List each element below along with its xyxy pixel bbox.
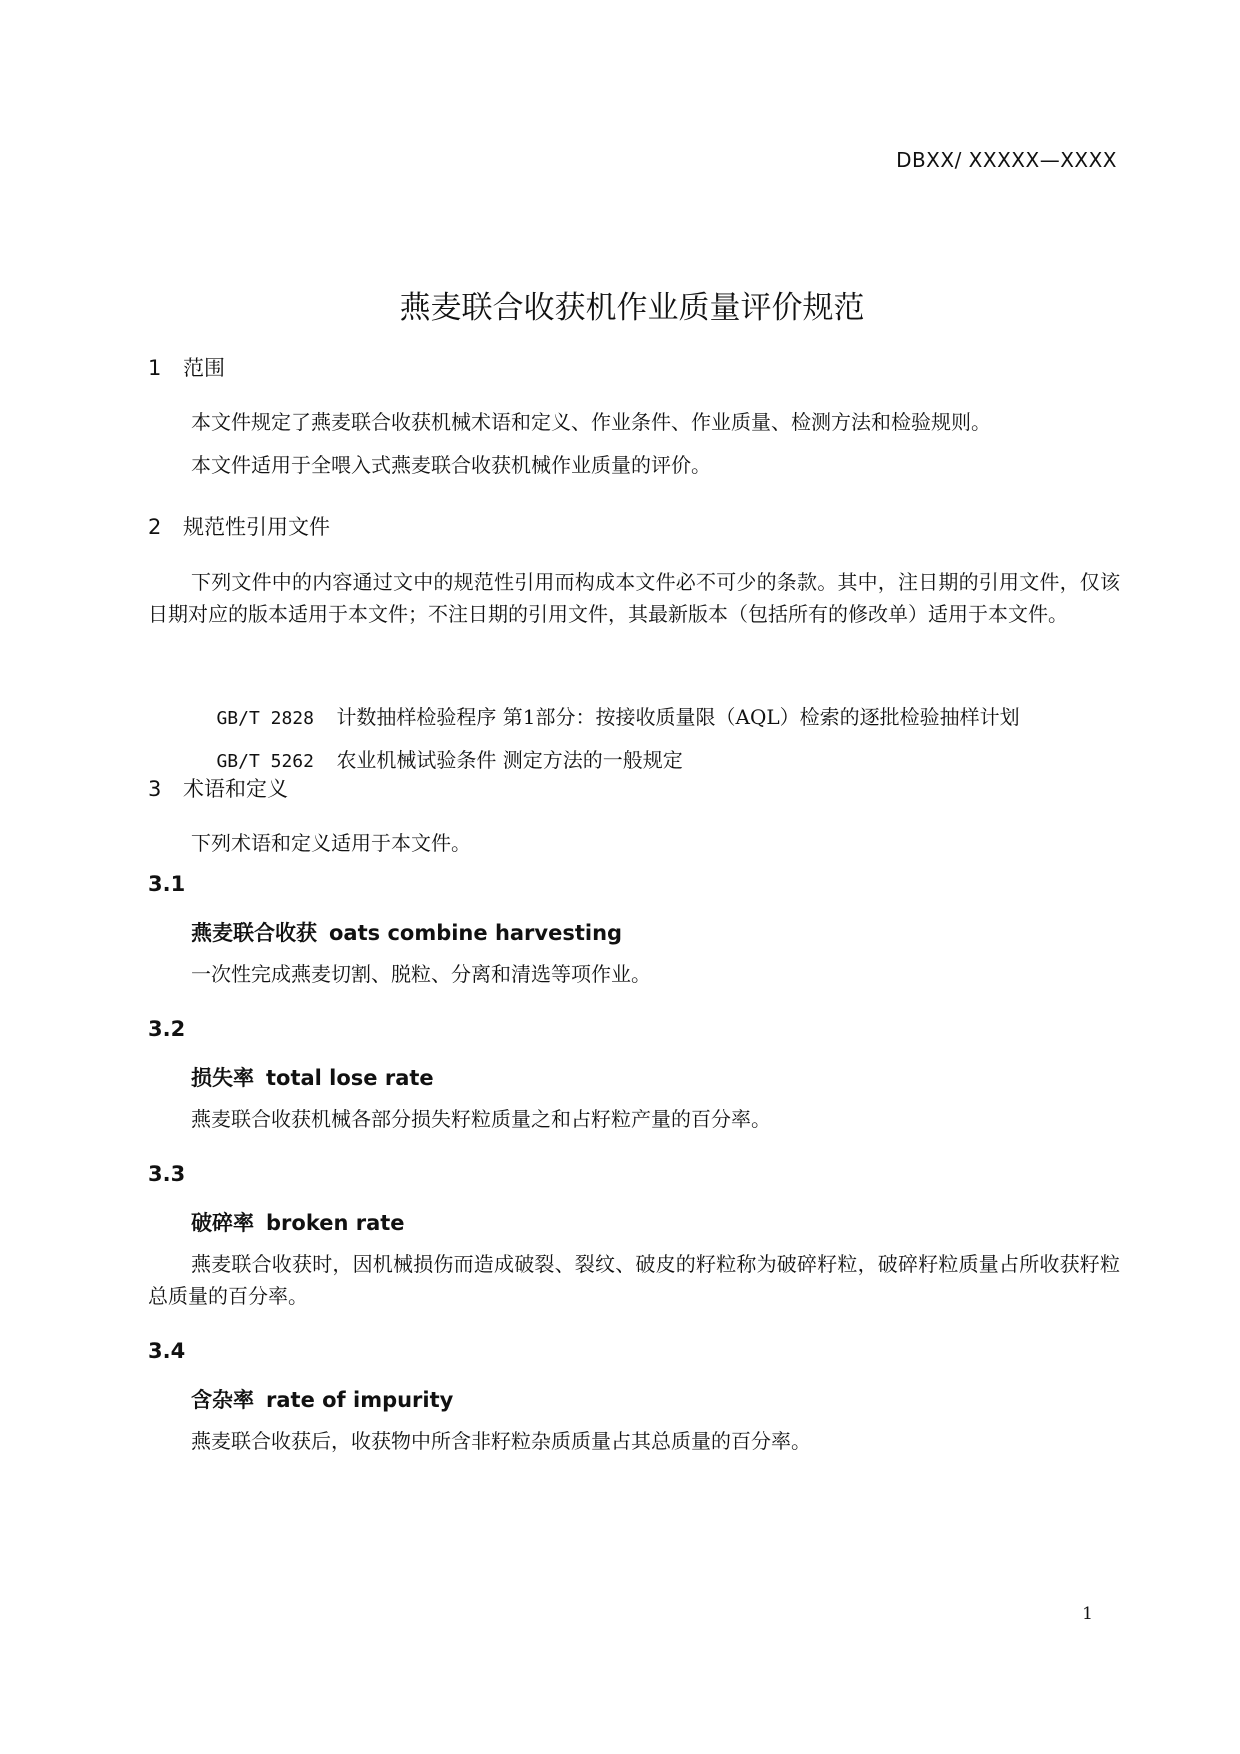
section-2-paragraph-1: 下列文件中的内容通过文中的规范性引用而构成本文件必不可少的条款。其中，注日期的引用文件，仅该日期对应的版本适用于本文件；不注日期的引用文件，其最新版本（包括所有的修改单）适用于本文件。 — [148, 570, 1120, 626]
term-name — [191, 917, 622, 947]
section-1-paragraph-2: 本文件适用于全喂入式燕麦联合收获机械作业质量的评价。 — [191, 453, 711, 477]
section-1-paragraph-1: 本文件规定了燕麦联合收获机械术语和定义、作业条件、作业质量、检测方法和检验规则。 — [191, 410, 991, 434]
term-name-en: broken rate — [266, 1211, 405, 1235]
section-title: 范围 — [183, 356, 225, 380]
term-name-zh: 燕麦联合收获 — [191, 921, 317, 945]
term-definition: 燕麦联合收获后，收获物中所含非籽粒杂质质量占其总质量的百分率。 — [191, 1429, 811, 1453]
document-code: DBXX/ XXXXX—XXXX — [896, 148, 1117, 172]
term-name — [191, 1384, 453, 1414]
section-2-heading — [148, 511, 330, 541]
section-title: 术语和定义 — [183, 777, 288, 801]
term-number: 3.2 — [148, 1017, 186, 1041]
document-title: 燕麦联合收获机作业质量评价规范 — [399, 290, 865, 326]
reference-title: 计数抽样检验程序 第1部分：按接收质量限（AQL）检索的逐批检验抽样计划 — [336, 705, 1020, 729]
term-name-en: total lose rate — [266, 1066, 434, 1090]
section-3-heading — [148, 773, 288, 803]
term-number: 3.3 — [148, 1162, 186, 1186]
term-name — [191, 1062, 434, 1092]
term-name-zh: 破碎率 — [191, 1211, 254, 1235]
term-name-zh: 含杂率 — [191, 1388, 254, 1412]
section-number: 2 — [148, 515, 162, 539]
section-title: 规范性引用文件 — [183, 515, 330, 539]
term-definition: 一次性完成燕麦切割、脱粒、分离和清选等项作业。 — [191, 962, 651, 986]
term-number: 3.1 — [148, 872, 186, 896]
term-name-en: oats combine harvesting — [329, 921, 623, 945]
term-definition: 燕麦联合收获机械各部分损失籽粒质量之和占籽粒产量的百分率。 — [191, 1107, 771, 1131]
term-name-zh: 损失率 — [191, 1066, 254, 1090]
reference-code: GB/T 5262 — [216, 751, 314, 772]
reference-title: 农业机械试验条件 测定方法的一般规定 — [336, 748, 683, 772]
section-1-heading — [148, 352, 225, 382]
section-number: 3 — [148, 777, 162, 801]
section-3-paragraph-1: 下列术语和定义适用于本文件。 — [191, 831, 471, 855]
term-name-en: rate of impurity — [266, 1388, 454, 1412]
section-number: 1 — [148, 356, 162, 380]
page-number: 1 — [1082, 1604, 1093, 1624]
term-definition: 燕麦联合收获时，因机械损伤而造成破裂、裂纹、破皮的籽粒称为破碎籽粒，破碎籽粒质量占所收获籽粒总质量的百分率。 — [148, 1252, 1120, 1308]
term-number: 3.4 — [148, 1339, 186, 1363]
reference-code: GB/T 2828 — [216, 708, 314, 729]
term-name — [191, 1207, 405, 1237]
